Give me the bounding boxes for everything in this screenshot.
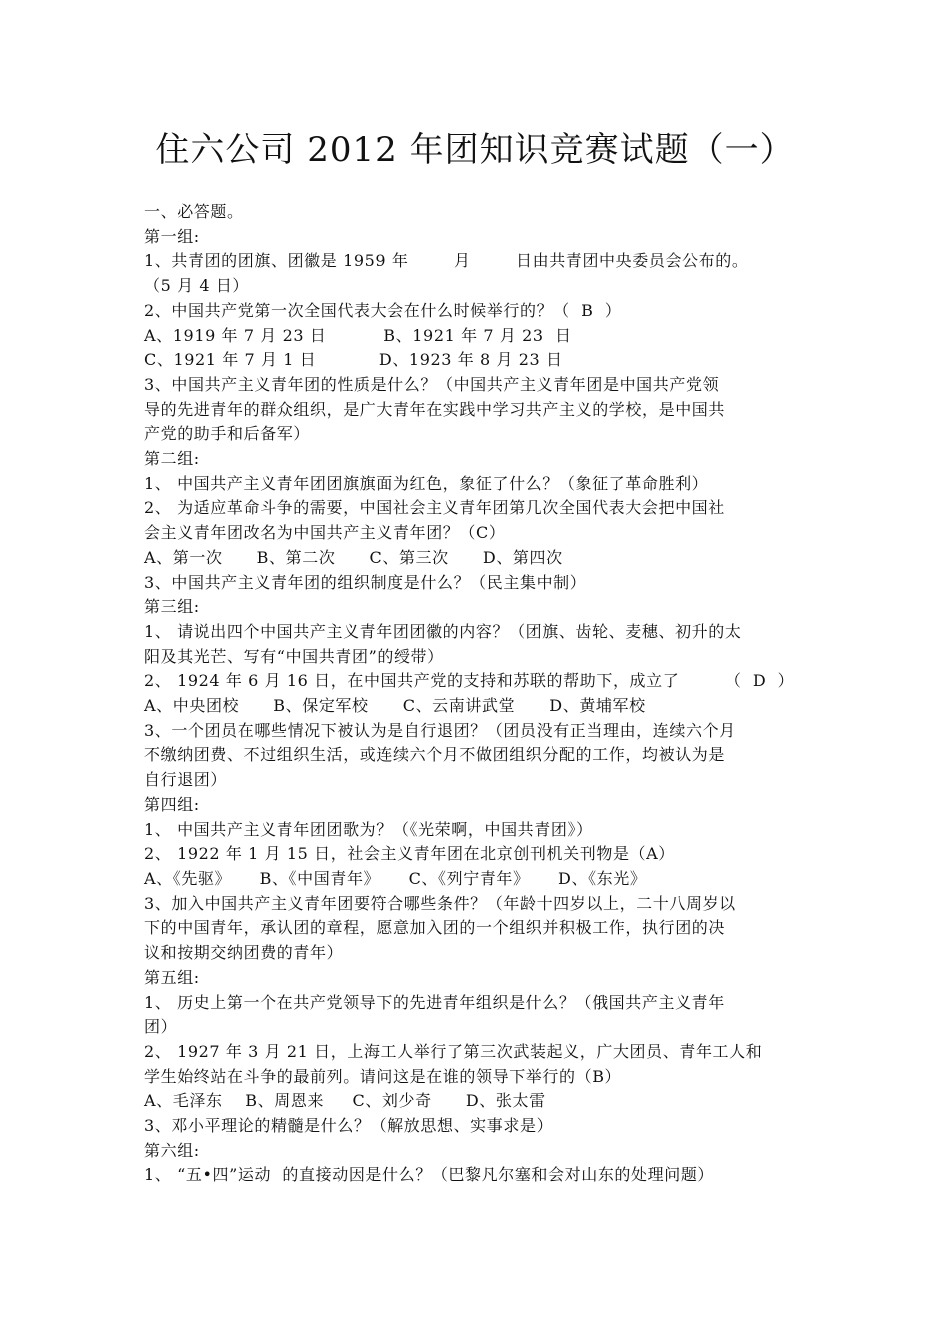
text-line: 第二组: — [144, 449, 200, 469]
text-line: 1、 请说出四个中国共产主义青年团团徽的内容？（团旗、齿轮、麦穗、初升的太 — [144, 621, 742, 641]
text-line: 一、必答题。 — [144, 202, 244, 221]
text-line: 学生始终站在斗争的最前列。请问这是在谁的领导下举行的（B） — [144, 1066, 622, 1086]
text-line: C、1921 年 7 月 1 日 D、1923 年 8 月 23 日 — [144, 350, 563, 370]
text-line: 2、中国共产党第一次全国代表大会在什么时候举行的？（ B ） — [144, 300, 622, 320]
text-line: 3、中国共产主义青年团的性质是什么？（中国共产主义青年团是中国共产党领 — [144, 374, 720, 394]
text-line: A、1919 年 7 月 23 日 B、1921 年 7 月 23 日 — [144, 325, 572, 345]
text-line: 2、 1922 年 1 月 15 日，社会主义青年团在北京创刊机关刊物是（A） — [144, 844, 675, 864]
text-line: 2、 为适应革命斗争的需要，中国社会主义青年团第几次全国代表大会把中国社 — [144, 498, 725, 518]
text-line: 第三组: — [144, 597, 200, 617]
text-line: 阳及其光芒、写有“中国共青团”的绶带） — [144, 646, 444, 666]
text-line: 2、 1927 年 3 月 21 日，上海工人举行了第三次武装起义，广大团员、青年工人和 — [144, 1041, 763, 1061]
text-line: 下的中国青年，承认团的章程，愿意加入团的一个组织并积极工作，执行团的决 — [144, 918, 726, 938]
text-line: 第六组: — [144, 1140, 200, 1160]
text-line: 导的先进青年的群众组织，是广大青年在实践中学习共产主义的学校，是中国共 — [144, 399, 726, 419]
document-body — [144, 200, 814, 1188]
text-line: （5 月 4 日） — [144, 276, 250, 296]
text-line: 1、 “五•四”运动 的直接动因是什么？（巴黎凡尔塞和会对山东的处理问题） — [144, 1165, 715, 1185]
text-line: 第一组: — [144, 226, 200, 246]
text-line: 第四组: — [144, 794, 200, 814]
text-line: 3、中国共产主义青年团的组织制度是什么？（民主集中制） — [144, 572, 587, 592]
text-line: 自行退团） — [144, 770, 228, 790]
text-line: 会主义青年团改名为中国共产主义青年团？（C） — [144, 523, 506, 543]
text-line: A、第一次 B、第二次 C、第三次 D、第四次 — [144, 547, 563, 567]
text-line: 不缴纳团费、不过组织生活，或连续六个月不做团组织分配的工作，均被认为是 — [144, 745, 726, 765]
text-line: 产党的助手和后备军） — [144, 424, 311, 444]
text-line: A、《先驱》 B、《中国青年》 C、《列宁青年》 D、《东光》 — [144, 868, 647, 888]
text-line: 1、 中国共产主义青年团团歌为？（《光荣啊，中国共青团》） — [144, 819, 593, 839]
text-line: 团） — [144, 1017, 178, 1037]
text-line: 3、邓小平理论的精髓是什么？（解放思想、实事求是） — [144, 1116, 554, 1136]
text-line: 1、 中国共产主义青年团团旗旗面为红色，象征了什么？（象征了革命胜利） — [144, 473, 709, 493]
text-line: 议和按期交纳团费的青年） — [144, 943, 344, 963]
text-line: A、中央团校 B、保定军校 C、云南讲武堂 D、黄埔军校 — [144, 696, 646, 716]
text-line: 第五组: — [144, 967, 200, 987]
text-line: 2、 1924 年 6 月 16 日，在中国共产党的支持和苏联的帮助下，成立了 （ D ） — [144, 671, 795, 691]
text-line: A、毛泽东 B、周恩来 C、刘少奇 D、张太雷 — [144, 1091, 546, 1111]
text-line: 1、 历史上第一个在共产党领导下的先进青年组织是什么？（俄国共产主义青年 — [144, 992, 725, 1012]
document-title: 住六公司 2012 年团知识竞赛试题（一） — [155, 130, 795, 170]
text-line: 1、共青团的团旗、团徽是 1959 年 月 日由共青团中央委员会公布的。 — [144, 251, 749, 271]
text-line: 3、加入中国共产主义青年团要符合哪些条件？（年龄十四岁以上，二十八周岁以 — [144, 893, 736, 913]
text-line: 3、一个团员在哪些情况下被认为是自行退团？（团员没有正当理由，连续六个月 — [144, 720, 736, 740]
